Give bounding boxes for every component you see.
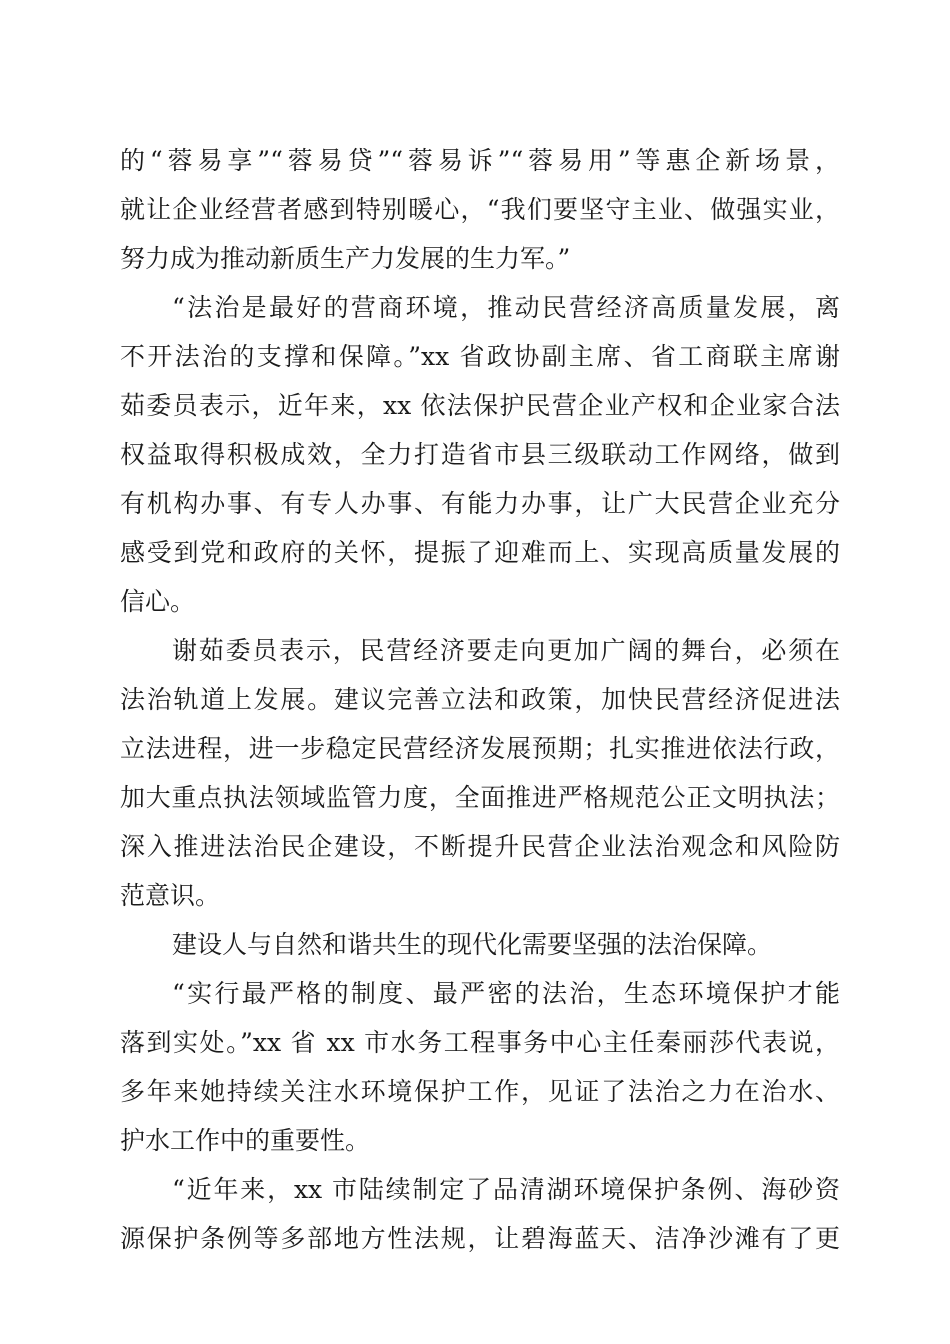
text-line: 权益取得积极成效，全力打造省市县三级联动工作网络，做到 bbox=[120, 440, 840, 469]
text-line: 源保护条例等多部地方性法规，让碧海蓝天、洁净沙滩有了更 bbox=[120, 1224, 840, 1253]
text-line: 努力成为推动新质生产力发展的生力军。” bbox=[120, 244, 571, 273]
text-line: 谢茹委员表示，民营经济要走向更加广阔的舞台，必须在 bbox=[172, 636, 840, 665]
text-line: “法治是最好的营商环境，推动民营经济高质量发展，离 bbox=[172, 293, 840, 322]
text-line: 立法进程，进一步稳定民营经济发展预期；扎实推进依法行政， bbox=[120, 734, 840, 763]
text-line: 落到实处。”xx 省 xx 市水务工程事务中心主任秦丽莎代表说， bbox=[120, 1028, 840, 1057]
text-line: 茹委员表示，近年来，xx 依法保护民营企业产权和企业家合法 bbox=[120, 391, 840, 420]
text-line: 多年来她持续关注水环境保护工作，见证了法治之力在治水、 bbox=[120, 1077, 840, 1106]
text-line: 加大重点执法领域监管力度，全面推进严格规范公正文明执法； bbox=[120, 783, 840, 812]
text-line: 护水工作中的重要性。 bbox=[120, 1126, 371, 1155]
text-line: 范意识。 bbox=[120, 881, 221, 910]
text-line: “实行最严格的制度、最严密的法治，生态环境保护才能 bbox=[172, 979, 840, 1008]
text-line: 有机构办事、有专人办事、有能力办事，让广大民营企业充分 bbox=[120, 489, 840, 518]
text-line: “近年来，xx 市陆续制定了品清湖环境保护条例、海砂资 bbox=[172, 1175, 840, 1204]
text-line: 法治轨道上发展。建议完善立法和政策，加快民营经济促进法 bbox=[120, 685, 840, 714]
text-line: 就让企业经营者感到特别暖心，“我们要坚守主业、做强实业， bbox=[120, 195, 840, 224]
text-line: 的“蓉易享”“蓉易贷”“蓉易诉”“蓉易用”等惠企新场景， bbox=[120, 146, 840, 175]
text-line: 不开法治的支撑和保障。”xx 省政协副主席、省工商联主席谢 bbox=[120, 342, 840, 371]
text-line: 深入推进法治民企建设，不断提升民营企业法治观念和风险防 bbox=[120, 832, 840, 861]
text-line: 感受到党和政府的关怀，提振了迎难而上、实现高质量发展的 bbox=[120, 538, 840, 567]
text-line: 建设人与自然和谐共生的现代化需要坚强的法治保障。 bbox=[172, 930, 773, 959]
text-line: 信心。 bbox=[120, 587, 196, 616]
